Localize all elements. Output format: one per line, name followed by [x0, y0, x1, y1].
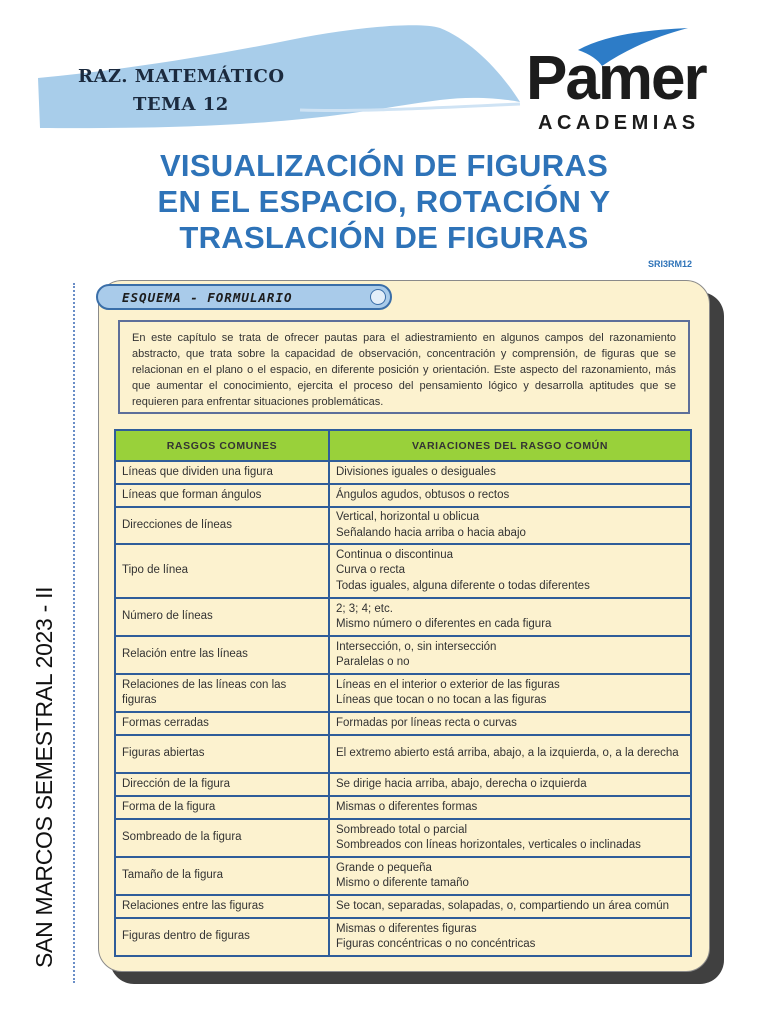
variation-cell [329, 857, 691, 895]
table-header-row [115, 430, 691, 461]
table-body [115, 461, 691, 956]
variation-line: Paralelas o no [336, 656, 410, 668]
trait-cell: Relaciones de las líneas con las figuras [115, 674, 329, 712]
variation-line: Se dirige hacia arriba, abajo, derecha o izquierda [336, 777, 587, 790]
trait-cell: Relación entre las líneas [115, 636, 329, 674]
section-tag-label: ESQUEMA - FORMULARIO [122, 290, 293, 305]
variation-line: Mismas o diferentes figuras [336, 922, 477, 935]
side-vertical-text: SAN MARCOS SEMESTRAL 2023 - II [31, 586, 57, 968]
variation-cell [329, 507, 691, 544]
variation-line: Formadas por líneas recta o curvas [336, 716, 517, 729]
variation-line: Sombreados con líneas horizontales, verticales o inclinadas [336, 839, 641, 851]
tag-end-icon [370, 289, 386, 305]
trait-cell: Número de líneas [115, 598, 329, 636]
document-code: SRI3RM12 [648, 259, 693, 269]
variation-line: Divisiones iguales o desiguales [336, 465, 496, 478]
title-line: TRASLACIÓN DE FIGURAS [179, 220, 589, 255]
variation-line: Grande o pequeña [336, 861, 432, 874]
table-row [115, 735, 691, 773]
variation-line: Mismas o diferentes formas [336, 800, 478, 813]
trait-cell: Relaciones entre las figuras [115, 895, 329, 918]
course-name: RAZ. MATEMÁTICO [78, 66, 285, 87]
table-row [115, 674, 691, 712]
trait-cell: Sombreado de la figura [115, 819, 329, 857]
variation-line: 2; 3; 4; etc. [336, 602, 393, 615]
trait-cell: Figuras abiertas [115, 735, 329, 773]
variation-cell [329, 735, 691, 773]
table-row [115, 507, 691, 544]
logo-subtitle: ACADEMIAS [538, 112, 700, 134]
variation-line: Vertical, horizontal u oblicua [336, 511, 480, 523]
trait-cell: Figuras dentro de figuras [115, 918, 329, 956]
topic-number: TEMA 12 [133, 94, 229, 115]
variation-line: Ángulos agudos, obtusos o rectos [336, 488, 510, 501]
variation-cell [329, 598, 691, 636]
table-row [115, 636, 691, 674]
header-rasgos-comunes: RASGOS COMUNES [115, 430, 329, 461]
trait-cell: Dirección de la figura [115, 773, 329, 796]
variation-cell [329, 796, 691, 819]
header-variaciones: VARIACIONES DEL RASGO COMÚN [329, 430, 691, 461]
trait-cell: Tamaño de la figura [115, 857, 329, 895]
variation-cell [329, 773, 691, 796]
trait-cell: Líneas que dividen una figura [115, 461, 329, 484]
trait-cell: Formas cerradas [115, 712, 329, 735]
table-row [115, 712, 691, 735]
trait-cell: Forma de la figura [115, 796, 329, 819]
table-row [115, 461, 691, 484]
variation-cell [329, 544, 691, 598]
variation-line: Mismo número o diferentes en cada figura [336, 618, 552, 630]
variation-line: El extremo abierto está arriba, abajo, a la izquierda, o, a la derecha [336, 747, 679, 760]
variation-line: Se tocan, separadas, solapadas, o, compartiendo un área común [336, 899, 670, 912]
variation-line: Sombreado total o parcial [336, 823, 468, 836]
logo-name: Pamer [526, 44, 706, 113]
table-row [115, 598, 691, 636]
variation-line: Figuras concéntricas o no concéntricas [336, 938, 536, 950]
title-line: VISUALIZACIÓN DE FIGURAS [159, 148, 609, 183]
page-title [0, 148, 768, 256]
variation-line: Líneas en el interior o exterior de las figuras [336, 678, 560, 691]
variation-cell [329, 895, 691, 918]
title-line: EN EL ESPACIO, ROTACIÓN Y [157, 184, 611, 219]
table-row [115, 773, 691, 796]
table-row [115, 484, 691, 507]
table-row [115, 544, 691, 598]
table-row [115, 918, 691, 956]
traits-table [114, 429, 692, 957]
variation-line: Mismo o diferente tamaño [336, 877, 469, 889]
variation-line: Curva o recta [336, 564, 406, 577]
table-row [115, 819, 691, 857]
section-tag [96, 284, 392, 310]
table-row [115, 796, 691, 819]
trait-cell: Tipo de línea [115, 544, 329, 598]
variation-line: Líneas que tocan o no tocan a las figuras [336, 694, 547, 706]
variation-cell [329, 819, 691, 857]
variation-line: Intersección, o, sin intersección [336, 640, 497, 653]
side-dotted-line [73, 283, 75, 983]
trait-cell: Líneas que forman ángulos [115, 484, 329, 507]
variation-cell [329, 918, 691, 956]
table-row [115, 895, 691, 918]
variation-cell [329, 674, 691, 712]
variation-line: Continua o discontinua [336, 548, 453, 561]
variation-cell [329, 461, 691, 484]
variation-line: Señalando hacia arriba o hacia abajo [336, 526, 526, 539]
table-row [115, 857, 691, 895]
variation-cell [329, 484, 691, 507]
trait-cell: Direcciones de líneas [115, 507, 329, 544]
variation-line: Todas iguales, alguna diferente o todas diferentes [336, 579, 590, 592]
variation-cell [329, 636, 691, 674]
variation-cell [329, 712, 691, 735]
intro-paragraph: En este capítulo se trata de ofrecer pautas para el adiestramiento en algunos campos del razonamiento abstracto, que trata sobre la capacidad de observación, concentración y comprensión, de figuras que se relacionan en el plano o el espacio, en diferente posición y orientación. Este aspecto del razonamiento, más que aumentar el conocimiento, ejercita el proceso del pensamiento lógico y desarrolla aptitudes que se requieren para enfrentar situaciones problemáticas. [118, 320, 690, 414]
